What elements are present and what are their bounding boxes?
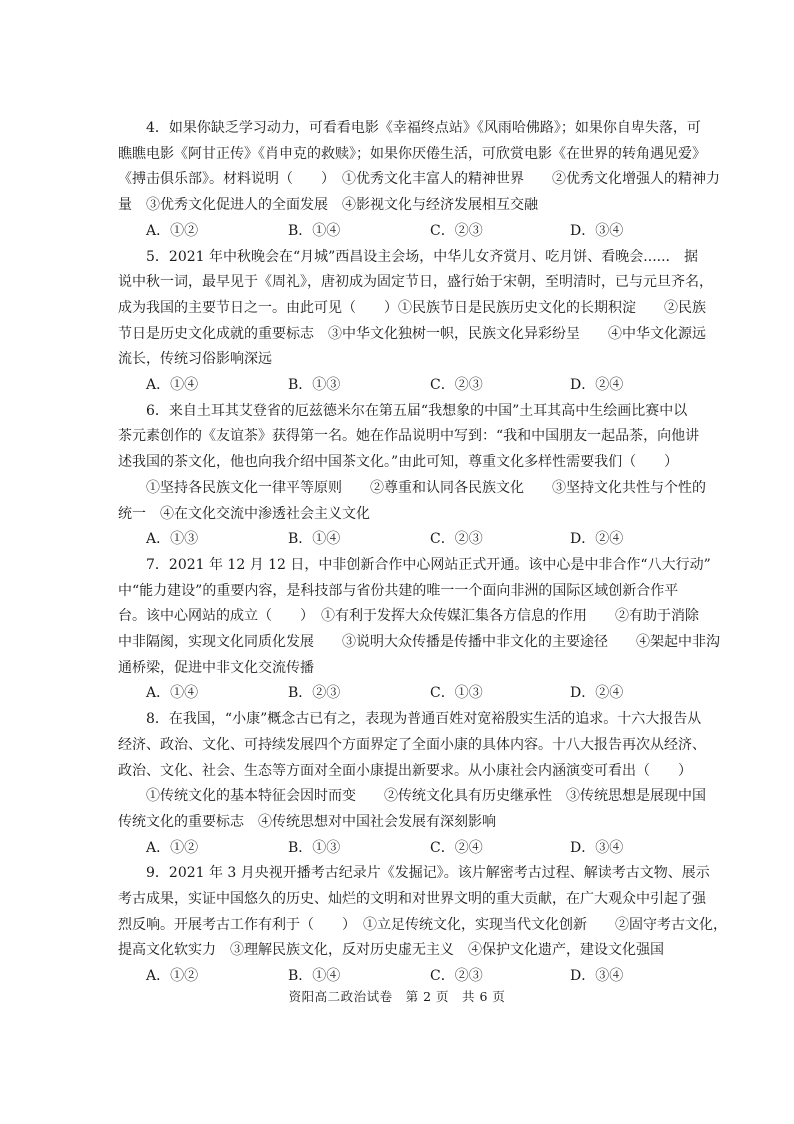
question-8 bbox=[118, 707, 706, 861]
question-stem-line: 烈反响。开展考古工作有利于（ ） ①立足传统文化，实现当代文化创新 ②固守考古文化， bbox=[118, 916, 727, 933]
answer-options bbox=[118, 373, 678, 399]
question-stem-line: 经济、政治、文化、可持续发展四个方面界定了全面小康的具体内容。十八大报告再次从经济、 bbox=[118, 736, 706, 753]
option-a: A．①③ bbox=[146, 531, 199, 548]
question-4 bbox=[118, 116, 720, 245]
question-9 bbox=[118, 861, 727, 990]
option-c: C．②③ bbox=[430, 377, 483, 394]
question-stem-line: 说中秋一词，最早见于《周礼》，唐初成为固定节日，盛行始于宋朝，至明清时，已与元旦齐名， bbox=[118, 274, 713, 291]
option-a: A．①④ bbox=[146, 377, 199, 394]
question-stem-line: 6．来自土耳其艾登省的厄兹德米尔在第五届“我想象的中国”土耳其高中生绘画比赛中以 bbox=[146, 402, 688, 419]
question-stem-line: 通桥梁，促进中非文化交流传播 bbox=[118, 659, 314, 676]
option-b: B．①③ bbox=[288, 839, 341, 856]
question-stem-line: 5．2021 年中秋晚会在“月城”西昌设主会场，中华儿女齐赏月、吃月饼、看晚会...... 据 bbox=[146, 248, 698, 265]
question-stem-line: 成为我国的主要节日之一。由此可见（ ）①民族节日是民族历史文化的长期积淀 ②民族 bbox=[118, 299, 706, 316]
option-d: D．②④ bbox=[570, 377, 624, 394]
option-a: A．①② bbox=[146, 839, 199, 856]
question-stem-line: 量 ③优秀文化促进人的全面发展 ④影视文化与经济发展相互交融 bbox=[118, 197, 538, 214]
question-7 bbox=[118, 553, 720, 707]
option-d: D．③④ bbox=[570, 968, 624, 985]
option-c: C．①③ bbox=[430, 685, 483, 702]
question-stem-line: 考古成果，实证中国悠久的历史、灿烂的文明和对世界文明的重大贡献，在广大观众中引起了强 bbox=[118, 891, 706, 908]
question-stem-line: 中“能力建设”的重要内容，是科技部与省份共建的唯一一个面向非洲的国际区域创新合作平 bbox=[118, 582, 679, 599]
question-stem-line: 茶元素创作的《友谊茶》获得第一名。她在作品说明中写到：“我和中国朋友一起品茶，向他讲 bbox=[118, 428, 700, 445]
option-c: C．②③ bbox=[430, 531, 483, 548]
question-stem-line: 述我国的茶文化，他也向我介绍中国茶文化。”由此可知，尊重文化多样性需要我们（ ） bbox=[118, 454, 679, 471]
question-stem-line: 流长，传统习俗影响深远 bbox=[118, 351, 272, 368]
choice-statement-line: 传统文化的重要标志 ④传统思想对中国社会发展有深刻影响 bbox=[118, 813, 496, 830]
question-stem-line: 提高文化软实力 ③理解民族文化，反对历史虚无主义 ④保护文化遗产，建设文化强国 bbox=[118, 942, 664, 959]
option-d: D．③④ bbox=[570, 839, 624, 856]
option-d: D．③④ bbox=[570, 222, 624, 239]
answer-options bbox=[118, 527, 678, 553]
option-c: C．②④ bbox=[430, 839, 483, 856]
option-b: B．②③ bbox=[288, 685, 341, 702]
option-a: A．①② bbox=[146, 222, 199, 239]
question-stem-line: 《搏击俱乐部》。材料说明（ ） ①优秀文化丰富人的精神世界 ②优秀文化增强人的精神力 bbox=[118, 171, 720, 188]
question-list bbox=[118, 116, 727, 990]
choice-statement-line: 统一 ④在文化交流中渗透社会主义文化 bbox=[118, 505, 370, 522]
answer-options bbox=[118, 681, 678, 707]
answer-options bbox=[118, 219, 678, 245]
question-stem-line: 瞧瞧电影《阿甘正传》《肖申克的救赎》；如果你厌倦生活，可欣赏电影《在世界的转角遇见爱》 bbox=[118, 145, 706, 162]
option-d: D．②④ bbox=[570, 685, 624, 702]
answer-options bbox=[118, 964, 678, 990]
question-stem-line: 9．2021 年 3 月央视开播考古纪录片《发掘记》。该片解密考古过程、解读考古文物、展示 bbox=[146, 865, 710, 882]
question-stem-line: 7．2021 年 12 月 12 日，中非创新合作中心网站正式开通。该中心是中非合作“八大行动” bbox=[146, 556, 711, 573]
choice-statement-line: ①坚持各民族文化一律平等原则 ②尊重和认同各民族文化 ③坚持文化共性与个性的 bbox=[146, 479, 706, 496]
option-b: B．①④ bbox=[288, 222, 341, 239]
option-a: A．①④ bbox=[146, 685, 199, 702]
option-b: B．①④ bbox=[288, 531, 341, 548]
option-c: C．②③ bbox=[430, 222, 483, 239]
question-stem-line: 中非隔阂，实现文化同质化发展 ③说明大众传播是传播中非文化的主要途径 ④架起中非沟 bbox=[118, 634, 720, 651]
option-c: C．②③ bbox=[430, 968, 483, 985]
question-stem-line: 节日是历史文化成就的重要标志 ③中华文化独树一帜，民族文化异彩纷呈 ④中华文化源远 bbox=[118, 325, 706, 342]
question-stem-line: 台。该中心网站的成立（ ） ①有利于发挥大众传媒汇集各方信息的作用 ②有助于消除 bbox=[118, 608, 699, 625]
choice-statement-line: ①传统文化的基本特征会因时而变 ②传统文化具有历史继承性 ③传统思想是展现中国 bbox=[146, 788, 706, 805]
answer-options bbox=[118, 836, 678, 862]
option-d: D．②④ bbox=[570, 531, 624, 548]
question-stem-line: 8．在我国，“小康”概念古已有之，表现为普通百姓对宽裕殷实生活的追求。十六大报告从 bbox=[146, 711, 702, 728]
option-b: B．①④ bbox=[288, 968, 341, 985]
option-a: A．①② bbox=[146, 968, 199, 985]
option-b: B．①③ bbox=[288, 377, 341, 394]
question-5 bbox=[118, 245, 713, 399]
page-footer: 资阳高二政治试卷 第 2 页 共 6 页 bbox=[288, 989, 506, 1004]
question-6 bbox=[118, 399, 706, 553]
question-stem-line: 政治、文化、社会、生态等方面对全面小康提出新要求。从小康社会内涵演变可看出（ ） bbox=[118, 762, 692, 779]
question-stem-line: 4．如果你缺乏学习动力，可看看电影《幸福终点站》《风雨哈佛路》；如果你自卑失落，可 bbox=[146, 120, 701, 136]
